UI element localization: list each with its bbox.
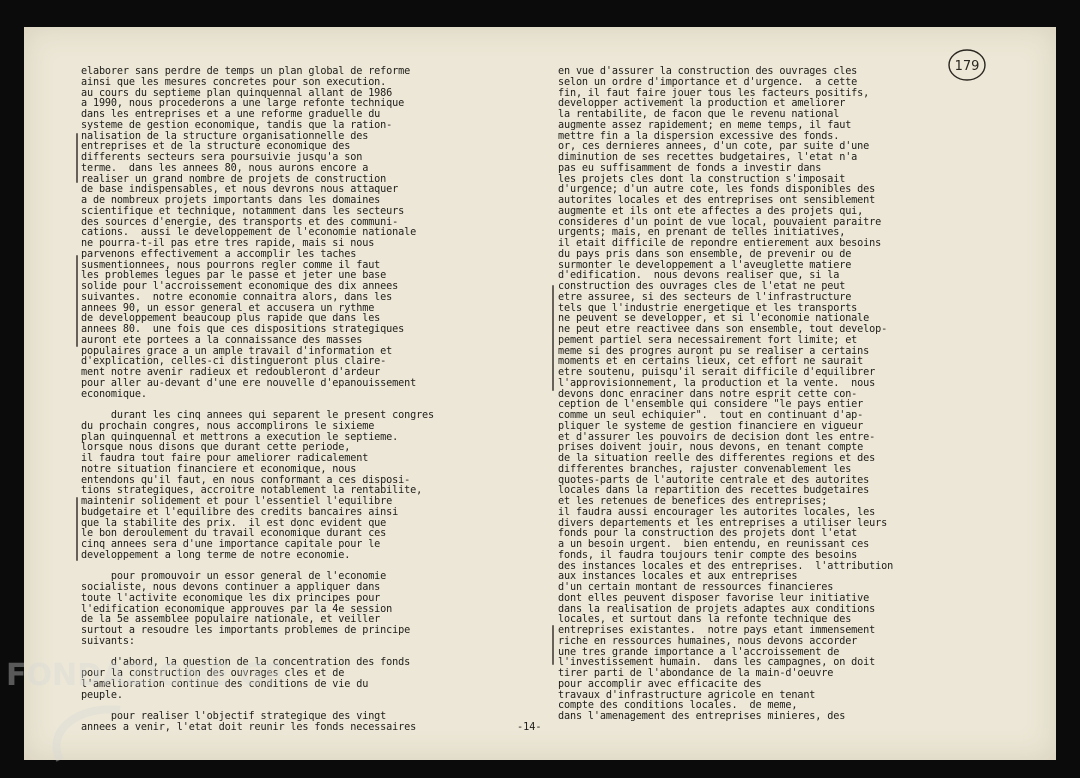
text-line: et les retenues de benefices des entreprises;	[558, 496, 828, 507]
text-line: or, ces dernieres annees, d'un cote, par suite d'une	[558, 141, 870, 153]
watermark-swoosh-icon	[56, 709, 120, 760]
text-line: cations. aussi le developpement de l'economie nationale	[81, 227, 417, 239]
text-line: toute l'activite economique les dix principes pour	[81, 592, 381, 604]
text-line: une tres grande importance a l'accroissement de	[558, 646, 840, 658]
text-line: prises doivent jouir, nous devons, en tenant compte	[558, 442, 864, 454]
text-line: d'edification. nous devons realiser que, si la	[558, 270, 840, 282]
text-line: differents secteurs sera poursuivie jusqu'a son	[81, 152, 363, 163]
text-line: parvenons effectivement a accomplir les taches	[81, 248, 357, 260]
text-line: l'edification economique approuves par la 4e session	[81, 603, 393, 615]
text-line: meme si des progres auront pu se realiser a certains	[558, 345, 870, 357]
text-line: etre soutenu, puisqu'il serait difficile d'equilibrer	[558, 367, 876, 378]
text-line: augmente assez rapidement; en meme temps, il faut	[558, 119, 852, 131]
text-line: comme un seul echiquier". tout en continuant d'ap-	[558, 410, 864, 421]
text-line: consideres d'un point de vue local, pouvaient paraitre	[558, 216, 882, 228]
text-line: pour realiser l'objectif strategique des vingt	[81, 711, 387, 722]
text-line: de la 5e assemblee populaire nationale, et veiller	[81, 614, 381, 626]
text-line: dans l'amenagement des entreprises minieres, des	[558, 711, 846, 722]
text-line: entreprises et de la structure economique des	[81, 141, 351, 153]
text-line: scientifique et technique, notamment dans les secteurs	[81, 205, 405, 217]
text-line: entreprises existantes. notre pays etant immensement	[558, 625, 876, 636]
text-line: de developpement beaucoup plus rapide que dans les	[81, 313, 381, 325]
text-line: ne peuvent se developper, et si l'economie nationale	[558, 313, 870, 325]
text-line: plan quinquennal et mettrons a execution le septieme.	[81, 431, 399, 443]
text-line: du prochain congres, nous accomplirons le sixieme	[81, 420, 375, 432]
text-line: du pays pris dans son ensemble, de prevenir ou de	[558, 248, 852, 260]
margin-mark	[76, 133, 78, 183]
text-line: surmonter le developpement a l'aveuglette matiere	[558, 259, 852, 271]
text-line: pour promouvoir un essor general de l'economie	[81, 571, 387, 583]
text-line: pour accomplir avec efficacite des	[558, 678, 762, 690]
page-number: -14-	[517, 722, 542, 733]
text-line: pliquer le systeme de gestion financiere en vigueur	[558, 420, 864, 432]
text-line: compte des conditions locales. de meme,	[558, 700, 798, 712]
text-line: locales dans la repartition des recettes budgetaires	[558, 485, 870, 497]
text-line: dont elles peuvent disposer favorise leur initiative	[558, 592, 870, 604]
text-line: developper activement la production et ameliorer	[558, 98, 846, 110]
text-line: la rentabilite, de facon que le revenu national	[558, 109, 840, 120]
text-line: pas eu suffisamment de fonds a investir dans	[558, 162, 822, 174]
text-line: surtout a resoudre les importants problemes de principe	[81, 625, 411, 636]
text-line: le bon deroulement du travail economique durant ces	[81, 528, 387, 540]
watermark	[0, 650, 280, 770]
text-line: autorites locales et des entreprises ont sensiblement	[558, 195, 876, 206]
text-line: durant les cinq annees qui separent le present congres	[81, 410, 435, 421]
text-line: realiser un grand nombre de projets de construction	[81, 173, 387, 185]
text-line: entendons qu'il faut, en nous conformant a ces disposi-	[81, 474, 411, 486]
text-line: terme. dans les annees 80, nous aurons encore a	[81, 162, 369, 174]
watermark-text: FONDAZIONE GR	[6, 658, 280, 693]
text-line: tels que l'industrie energetique et les transports	[558, 302, 858, 314]
margin-mark	[552, 625, 554, 665]
text-line: des sources d'energie, des transports et des communi-	[81, 216, 399, 228]
text-line: suivantes. notre economie connaitra alors, dans les	[81, 291, 393, 303]
text-line: les projets cles dont la construction s'imposait	[558, 173, 846, 185]
text-line: que la stabilite des prix. il est donc evident que	[81, 517, 387, 529]
text-line: lorsque nous disons que durant cette periode,	[81, 442, 351, 454]
text-line: annees 80. une fois que ces dispositions strategiques	[81, 324, 405, 335]
text-line: de la situation reelle des differentes regions et des	[558, 453, 876, 464]
text-line: il faudra tout faire pour ameliorer radicalement	[81, 453, 369, 464]
text-line: au cours du septieme plan quinquennal allant de 1986	[81, 87, 393, 99]
text-line: nalisation de la structure organisationnelle des	[81, 130, 369, 142]
text-line: a de nombreux projets importants dans les domaines	[81, 195, 381, 206]
text-line: maintenir solidement et pour l'essentiel l'equilibre	[81, 496, 393, 507]
text-line: a un besoin urgent. bien entendu, en reunissant ces	[558, 539, 870, 550]
margin-mark	[552, 285, 554, 391]
text-line: etre assuree, si des secteurs de l'infrastructure	[558, 291, 852, 303]
text-line: en vue d'assurer la construction des ouvrages cles	[558, 66, 858, 77]
text-line: differentes branches, rajuster convenablement les	[558, 463, 852, 475]
text-line: divers departements et les entreprises a utiliser leurs	[558, 517, 888, 529]
text-line: suivants:	[81, 635, 135, 647]
text-line: augmente et ils ont ete affectes a des projets qui,	[558, 205, 864, 217]
text-line: d'explication, celles-ci distingueront plus claire-	[81, 356, 387, 368]
text-line: aux instances locales et aux entreprises	[558, 571, 798, 583]
text-line: annees a venir, l'etat doit reunir les fonds necessaires	[81, 721, 417, 733]
text-line: fonds pour la construction des projets dont l'etat	[558, 528, 858, 540]
text-line: travaux d'infrastructure agricole en tenant	[558, 689, 816, 701]
text-line: cinq annees sera d'une importance capitale pour le	[81, 539, 381, 550]
text-line: tions strategiques, accroitre notablement la rentabilite,	[81, 485, 423, 497]
text-line: construction des ouvrages cles de l'etat ne peut	[558, 281, 846, 292]
text-line: ception de l'ensemble qui considere "le pays entier	[558, 399, 864, 411]
text-line: les problemes legues par le passe et jeter une base	[81, 270, 387, 282]
text-line: de base indispensables, et nous devrons nous attaquer	[81, 184, 399, 196]
text-line: tirer parti de l'abondance de la main-d'oeuvre	[558, 668, 834, 679]
text-line: d'urgence; d'un autre cote, les fonds disponibles des	[558, 184, 876, 196]
text-line: diminution de ses recettes budgetaires, l'etat n'a	[558, 152, 858, 163]
text-line: economique.	[81, 388, 147, 400]
text-line: ainsi que les mesures concretes pour son execution.	[81, 76, 387, 88]
text-line: pement partiel sera necessairement fort limite; et	[558, 334, 858, 346]
text-line: elaborer sans perdre de temps un plan global de reforme	[81, 66, 411, 77]
text-line: ment notre avenir radieux et redoubleront d'ardeur	[81, 367, 381, 378]
text-line: socialiste, nous devons continuer a appliquer dans	[81, 582, 381, 593]
text-line: peuple.	[81, 689, 123, 701]
text-line: systeme de gestion economique, tandis que la ration-	[81, 119, 393, 131]
text-line: a 1990, nous procederons a une large refonte technique	[81, 98, 405, 110]
text-line: riche en ressources humaines, nous devons accorder	[558, 635, 858, 647]
text-line: il etait difficile de repondre entierement aux besoins	[558, 238, 882, 249]
text-line: moments et en certains lieux, cet effort ne saurait	[558, 356, 864, 368]
text-line: fonds, il faudra toujours tenir compte des besoins	[558, 549, 858, 561]
text-line: et d'assurer les pouvoirs de decision dont les entre-	[558, 431, 876, 443]
text-line: susmentionnees, nous pourrons regler comme il faut	[81, 259, 381, 271]
left-column	[81, 67, 501, 734]
text-line: annees 90, un essor general et accusera un rythme	[81, 302, 375, 314]
text-line: ne peut etre reactivee dans son ensemble, tout develop-	[558, 324, 888, 335]
text-line: devons donc enraciner dans notre esprit cette con-	[558, 388, 858, 400]
text-line: notre situation financiere et economique, nous	[81, 463, 357, 475]
text-line: budgetaire et l'equilibre des credits bancaires ainsi	[81, 506, 399, 518]
text-line: l'amelioration continue des conditions de vie du	[81, 678, 369, 690]
right-column	[558, 67, 978, 723]
text-line: quotes-parts de l'autorite centrale et des autorites	[558, 474, 870, 486]
text-line: fin, il faut faire jouer tous les facteurs positifs,	[558, 87, 870, 99]
text-line: developpement a long terme de notre economie.	[81, 549, 351, 561]
text-line: l'investissement humain. dans les campagnes, on doit	[558, 657, 876, 669]
text-line: il faudra aussi encourager les autorites locales, les	[558, 506, 876, 518]
text-line: dans les entreprises et a une reforme graduelle du	[81, 109, 381, 120]
margin-mark	[76, 255, 78, 347]
text-line: selon un ordre d'importance et d'urgence. a cette	[558, 76, 858, 88]
archive-number-text: 179	[954, 59, 980, 74]
text-line: populaires grace a un ample travail d'information et	[81, 345, 393, 357]
margin-mark	[76, 497, 78, 561]
text-line: d'un certain montant de ressources financieres	[558, 582, 834, 593]
text-line: urgents; mais, en prenant de telles initiatives,	[558, 227, 846, 239]
text-line: auront ete portees a la connaissance des masses	[81, 334, 363, 346]
text-line: dans la realisation de projets adaptes aux conditions	[558, 603, 876, 615]
text-line: pour aller au-devant d'une ere nouvelle d'epanouissement	[81, 377, 417, 389]
text-line: mettre fin a la dispersion excessive des fonds.	[558, 130, 840, 142]
text-line: des instances locales et des entreprises. l'attribution	[558, 560, 894, 572]
text-line: locales, et surtout dans la refonte technique des	[558, 614, 852, 626]
text-line: pour la construction des ouvrages cles et de	[81, 668, 345, 679]
text-line: d'abord, la question de la concentration des fonds	[81, 657, 411, 669]
text-line: solide pour l'accroissement economique des dix annees	[81, 281, 399, 292]
text-line: ne pourra-t-il pas etre tres rapide, mais si nous	[81, 238, 375, 249]
text-line: l'approvisionnement, la production et la vente. nous	[558, 377, 876, 389]
